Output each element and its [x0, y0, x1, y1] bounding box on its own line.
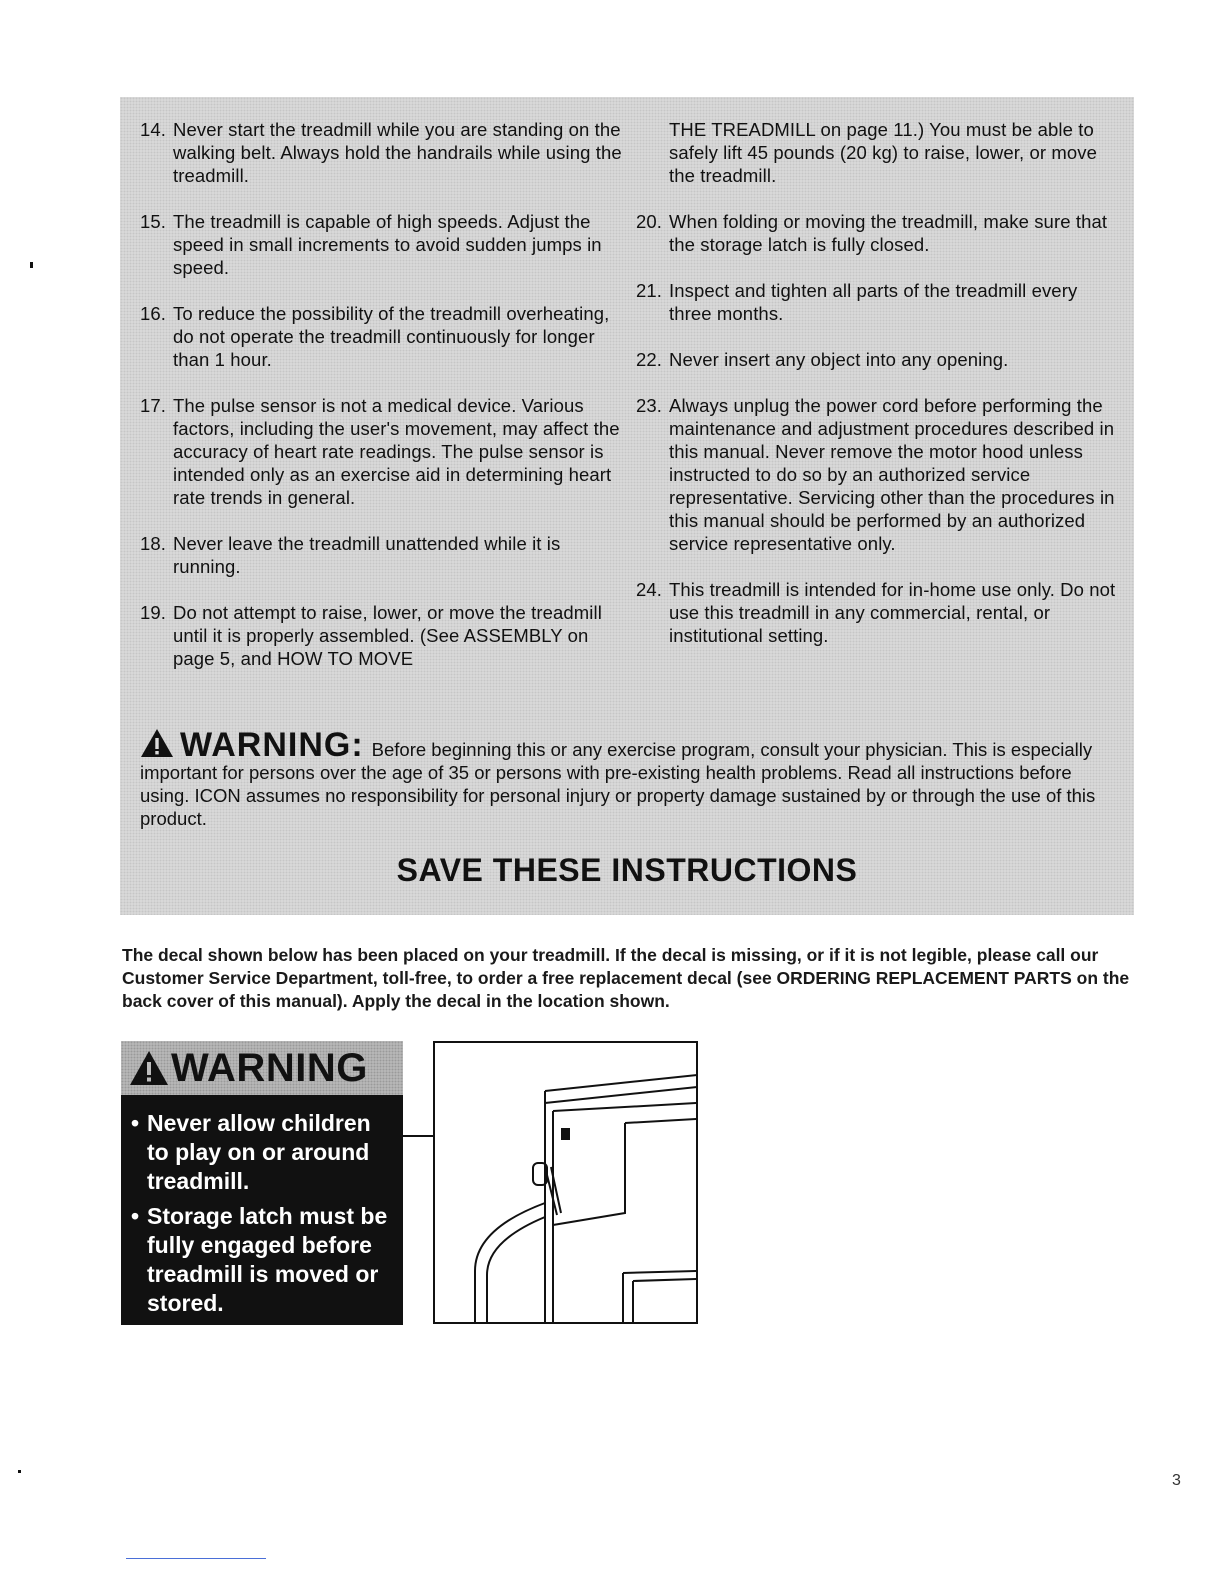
list-item-23: 23. Always unplug the power cord before performing the maintenance and adjustment procedures described in this manual. Never remove the motor hood unless instructed to do so by an authorized service representative. Servicing other than the procedures in this manual should be performed by an authorized service representative only. — [636, 395, 1115, 554]
list-item-19-continued: THE TREADMILL on page 11.) You must be able to safely lift 45 pounds (20 kg) to raise, lower, or move the treadmill. — [669, 119, 1098, 186]
decal-warning-triangle-icon — [129, 1050, 169, 1086]
decal-bullet: • Never allow children to play on or around treadmill. — [131, 1110, 371, 1194]
list-item-15: 15. The treadmill is capable of high speeds. Adjust the speed in small increments to avoid sudden jumps in speed. — [140, 211, 602, 278]
list-item-14: 14. Never start the treadmill while you are standing on the walking belt. Always hold the handrails while using the treadmill. — [140, 119, 622, 186]
decal-title: WARNING — [171, 1045, 368, 1090]
safety-list-left — [140, 118, 630, 693]
list-item-22: 22. Never insert any object into any opening. — [636, 349, 1009, 370]
bullet-dot: • — [131, 1110, 140, 1136]
warning-decal — [121, 1041, 403, 1325]
warning-label: WARNING: — [180, 726, 364, 764]
warning-text: Before beginning this or any exercise program, consult your physician. This is especially important for persons over the age of 35 or persons with pre-existing health problems. Read all instructions before using. ICON assumes no responsibility for personal injury or property damage sustained by or through the use of this product. — [140, 739, 1096, 829]
decal-body — [121, 1095, 403, 1318]
safety-list-right — [636, 118, 1116, 670]
scan-speck — [18, 1470, 21, 1473]
save-instructions-heading: SAVE THESE INSTRUCTIONS — [396, 852, 858, 888]
list-item-16: 16. To reduce the possibility of the treadmill overheating, do not operate the treadmill continuously for longer than 1 hour. — [140, 303, 610, 370]
decal-location-diagram — [433, 1041, 698, 1324]
list-item-18: 18. Never leave the treadmill unattended while it is running. — [140, 533, 561, 577]
bullet-dot: • — [131, 1203, 140, 1229]
scan-speck — [30, 262, 33, 268]
decal-bullet: • Storage latch must be fully engaged before treadmill is moved or stored. — [131, 1203, 388, 1316]
page-number: 3 — [1172, 1472, 1181, 1489]
list-item-17: 17. The pulse sensor is not a medical device. Various factors, including the user's movement, may affect the accuracy of heart rate readings. The pulse sensor is intended only as an exercise aid in determining heart rate trends in general. — [140, 395, 620, 508]
treadmill-illustration — [435, 1043, 696, 1322]
general-warning — [140, 728, 1120, 830]
decal-header — [121, 1041, 403, 1095]
list-item-24: 24. This treadmill is intended for in-home use only. Do not use this treadmill in any commercial, rental, or institutional setting. — [636, 579, 1116, 646]
list-item-19: 19. Do not attempt to raise, lower, or move the treadmill until it is properly assembled. (See ASSEMBLY on page 5, and HOW TO MOVE — [140, 602, 602, 669]
warning-triangle-icon — [140, 728, 174, 758]
footer-rule — [126, 1558, 266, 1559]
list-item-20: 20. When folding or moving the treadmill, make sure that the storage latch is fully closed. — [636, 211, 1108, 255]
decal-intro-paragraph: The decal shown below has been placed on your treadmill. If the decal is missing, or if it is not legible, please call our Customer Service Department, toll-free, to order a free replacement decal (see ORDERING REPLACEMENT PARTS on the back cover of this manual). Apply the decal in the location shown. — [122, 945, 1130, 1011]
list-item-21: 21. Inspect and tighten all parts of the treadmill every three months. — [636, 280, 1078, 324]
